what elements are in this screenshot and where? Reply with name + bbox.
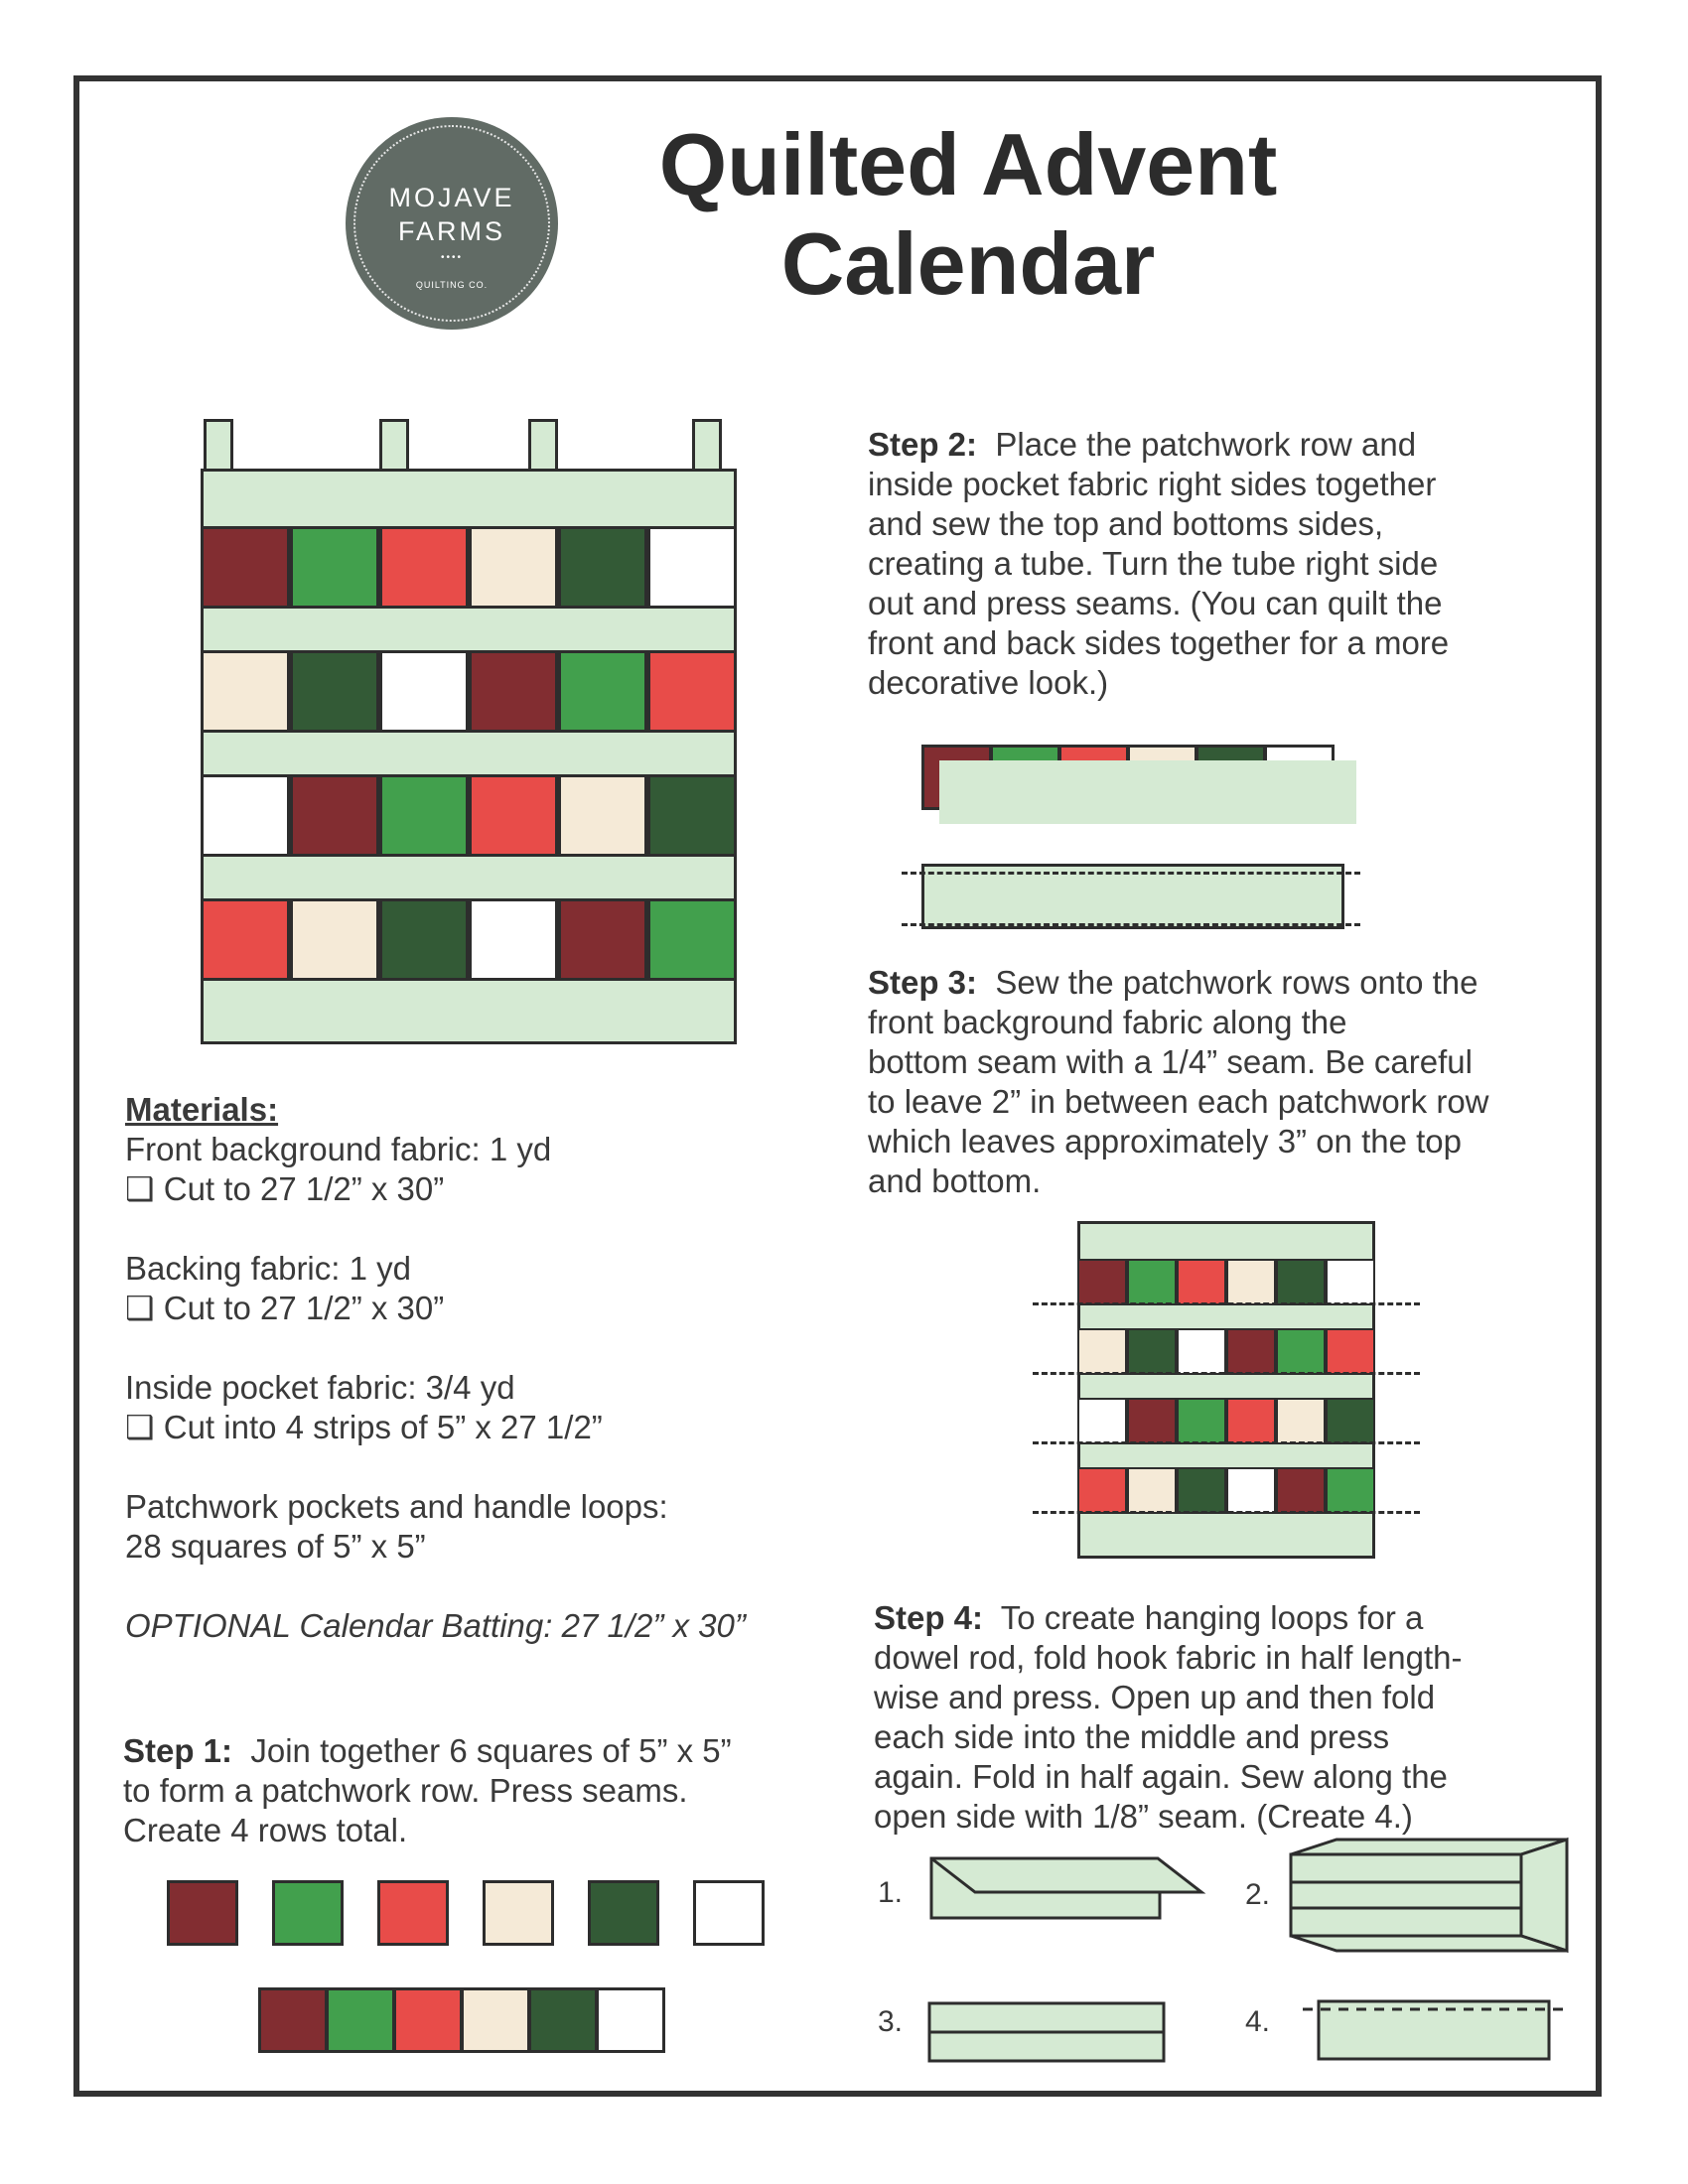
- step3-line2: front background fabric along the: [868, 1004, 1347, 1040]
- fold-label-1: 1.: [878, 1876, 904, 1909]
- materials-heading: Materials:: [125, 1091, 279, 1128]
- step2-label: Step 2:: [868, 426, 978, 463]
- title-line2: Calendar: [780, 214, 1156, 313]
- step4-line4: each side into the middle and press: [874, 1718, 1390, 1755]
- step3-line1: Sew the patchwork rows onto the: [995, 964, 1478, 1001]
- fold-label-2: 2.: [1245, 1878, 1271, 1911]
- step4-line1: To create hanging loops for a: [1000, 1599, 1424, 1636]
- step2-line6: front and back sides together for a more: [868, 624, 1450, 661]
- step2-line2: inside pocket fabric right sides together: [868, 466, 1437, 502]
- fold-label-4: 4.: [1245, 2005, 1271, 2038]
- pocket-fabric-cut: ❑ Cut into 4 strips of 5” x 27 1/2”: [125, 1409, 603, 1445]
- front-fabric-cut: ❑ Cut to 27 1/2” x 30”: [125, 1170, 445, 1207]
- step2-line1: Place the patchwork row and: [995, 426, 1417, 463]
- backing-fabric-label: Backing fabric: 1 yd: [125, 1250, 411, 1287]
- pocket-fabric-label: Inside pocket fabric: 3/4 yd: [125, 1369, 515, 1406]
- logo-line2: FARMS: [397, 216, 505, 246]
- step2-line7: decorative look.): [868, 664, 1109, 701]
- front-fabric-label: Front background fabric: 1 yd: [125, 1131, 552, 1167]
- step1-line1: Join together 6 squares of 5” x 5”: [250, 1732, 732, 1769]
- step2-line4: creating a tube. Turn the tube right side: [868, 545, 1439, 582]
- step1-label: Step 1:: [123, 1732, 233, 1769]
- fold-diagram-3: [929, 2003, 1164, 2061]
- step2-line3: and sew the top and bottoms sides,: [868, 505, 1384, 542]
- step3-line3: bottom seam with a 1/4” seam. Be careful: [868, 1043, 1473, 1080]
- step4-line6: open side with 1/8” seam. (Create 4.): [874, 1798, 1413, 1835]
- patchwork-value: 28 squares of 5” x 5”: [125, 1528, 426, 1565]
- step3-label: Step 3:: [868, 964, 978, 1001]
- step4-line3: wise and press. Open up and then fold: [874, 1679, 1436, 1715]
- title-line1: Quilted Advent: [658, 115, 1278, 213]
- step2-line5: out and press seams. (You can quilt the: [868, 585, 1443, 621]
- step4-line5: again. Fold in half again. Sew along the: [874, 1758, 1448, 1795]
- optional-batting: OPTIONAL Calendar Batting: 27 1/2” x 30”: [125, 1607, 746, 1644]
- step1-line3: Create 4 rows total.: [123, 1812, 408, 1848]
- fold-diagram-1: [931, 1858, 1201, 1918]
- step3-line4: to leave 2” in between each patchwork row: [868, 1083, 1489, 1120]
- step4-line2: dowel rod, fold hook fabric in half length-: [874, 1639, 1463, 1676]
- step3-line5: which leaves approximately 3” on the top: [868, 1123, 1462, 1160]
- logo-line3: QUILTING CO.: [415, 280, 489, 290]
- fold-label-3: 3.: [878, 2005, 904, 2038]
- fold-diagram-2: [1291, 1840, 1567, 1951]
- step1-line2: to form a patchwork row. Press seams.: [123, 1772, 688, 1809]
- fold-diagram-4: [1303, 2001, 1567, 2059]
- patchwork-label: Patchwork pockets and handle loops:: [125, 1488, 668, 1525]
- step4-label: Step 4:: [874, 1599, 984, 1636]
- logo-dots: ••••: [440, 252, 463, 263]
- step3-line6: and bottom.: [868, 1162, 1042, 1199]
- logo-line1: MOJAVE: [388, 183, 515, 212]
- backing-fabric-cut: ❑ Cut to 27 1/2” x 30”: [125, 1290, 445, 1326]
